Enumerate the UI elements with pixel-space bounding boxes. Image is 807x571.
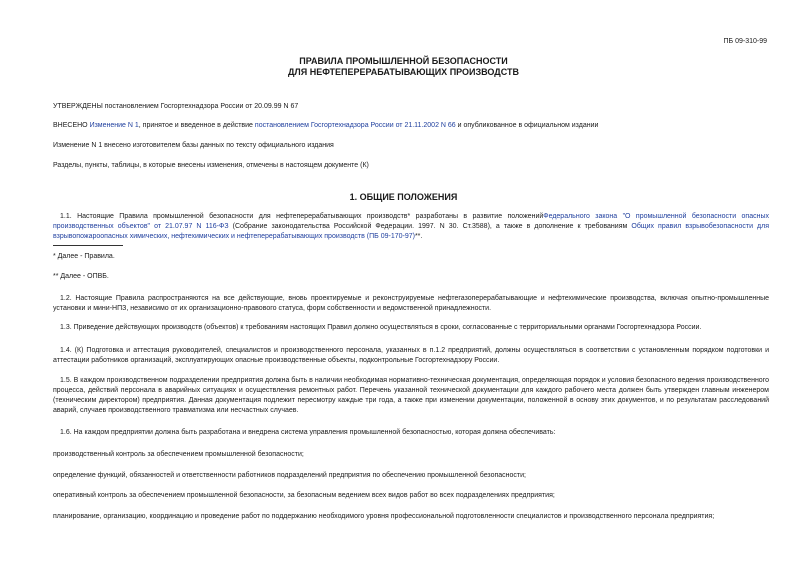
- approved-note: УТВЕРЖДЕНЫ постановлением Госгортехнадзора России от 20.09.99 N 67: [53, 103, 299, 110]
- paragraph-1-2: [53, 294, 769, 314]
- introduced-mid: , принятое и введенное в действие: [138, 122, 255, 129]
- resolution-link[interactable]: постановлением Госгортехнадзора России от 21.11.2002 N 66: [254, 122, 456, 129]
- introduced-pre: ВНЕСЕНО: [53, 122, 90, 129]
- paragraph-1-5: [53, 376, 769, 416]
- p1-1-pre: 1.1. Настоящие Правила промышленной безопасности для нефтеперерабатывающих производств* разработаны в развитие положений: [60, 213, 544, 220]
- footnote-1: * Далее - Правила.: [53, 253, 115, 260]
- change-1-link[interactable]: Изменение N 1: [89, 122, 139, 129]
- opvb-link[interactable]: Общих правил взрывобезопасности для взрывопожароопасных химических, нефтехимических и нефтеперерабатывающих производств (ПБ 09-170-97): [53, 223, 769, 240]
- p1-2-text: 1.2. Настоящие Правила распространяются на все действующие, вновь проектируемые и реконструируемые нефтегазоперерабатывающие и нефтехимические производства, включая опытно-промышленные установки и мини-НПЗ, независимо от их организационно-правового статуса, форм собственности и ведомственной принадлежности.: [53, 295, 769, 312]
- document-title: [0, 56, 807, 78]
- list-item: планирование, организацию, координацию и проведение работ по поддержанию необходимого уровня профессиональной подготовленности специалистов и производственного персонала предприятия;: [53, 513, 715, 520]
- p1-1-mid: (Собрание законодательства Российской Федерации. 1997. N 30. Ст.3588), а также в дополнение к требованиям: [228, 223, 632, 230]
- footnote-2: ** Далее - ОПВБ.: [53, 273, 109, 280]
- document-code: ПБ 09-310-99: [723, 38, 767, 45]
- p1-3-text: 1.3. Приведение действующих производств (объектов) к требованиям настоящих Правил должно осуществляться в сроки, согласованные с территориальными органами Госгортехнадзора России.: [60, 324, 702, 331]
- introduced-post: и опубликованное в официальном издании: [455, 122, 599, 129]
- title-line-1: ПРАВИЛА ПРОМЫШЛЕННОЙ БЕЗОПАСНОСТИ: [299, 56, 508, 66]
- p1-4-text: 1.4. (К) Подготовка и аттестация руководителей, специалистов и производственного персонала, указанных в п.1.2 предприятий, должны осуществляться в соответствии с установленным порядком подготовки и аттестации работников организаций, эксплуатирующих опасные производственные объекты, подконтрольные Госгортехнадзору России.: [53, 347, 769, 364]
- federal-law-link[interactable]: Федерального закона "О промышленной безопасности опасных производственных объектов" от 21.07.97 N 116-ФЗ: [53, 213, 769, 230]
- paragraph-1-6: [53, 428, 769, 438]
- list-item: производственный контроль за обеспечением промышленной безопасности;: [53, 451, 304, 458]
- p1-6-text: 1.6. На каждом предприятии должна быть разработана и внедрена система управления промышленной безопасностью, которая должна обеспечивать:: [60, 429, 556, 436]
- footnote-divider: [53, 245, 123, 246]
- sections-note: Разделы, пункты, таблицы, в которые внесены изменения, отмечены в настоящем документе (К): [53, 162, 369, 169]
- introduced-note: [53, 121, 769, 131]
- paragraph-1-4: [53, 346, 769, 366]
- change-note: Изменение N 1 внесено изготовителем базы данных по тексту официального издания: [53, 142, 334, 149]
- list-item: оперативный контроль за обеспечением промышленной безопасности, за безопасным ведением всех видов работ во всех подразделениях предприятия;: [53, 492, 555, 499]
- title-line-2: ДЛЯ НЕФТЕПЕРЕРАБАТЫВАЮЩИХ ПРОИЗВОДСТВ: [288, 67, 519, 77]
- p1-1-post: **.: [414, 233, 423, 240]
- section-1-title: 1. ОБЩИЕ ПОЛОЖЕНИЯ: [349, 192, 458, 202]
- list-item: определение функций, обязанностей и ответственности работников подразделений предприятия по обеспечению промышленной безопасности;: [53, 472, 526, 479]
- paragraph-1-1: [53, 212, 769, 242]
- p1-5-text: 1.5. В каждом производственном подразделении предприятия должна быть в наличии необходимая нормативно-техническая документация, определяющая порядок и условия безопасного ведения производственного процесса, действий персонала в аварийных ситуациях и осуществления ремонтных работ. Перечень указанной технической документации для каждого рабочего места должен быть утвержден главным инженером (техническим директором) предприятия. Данная документация подлежит пересмотру каждые три года, а также при изменении документации, положенной в основу этих документов, и по результатам расследований аварий, случаев производственного травматизма или несчастных случаев.: [53, 377, 769, 414]
- paragraph-1-3: [53, 323, 769, 333]
